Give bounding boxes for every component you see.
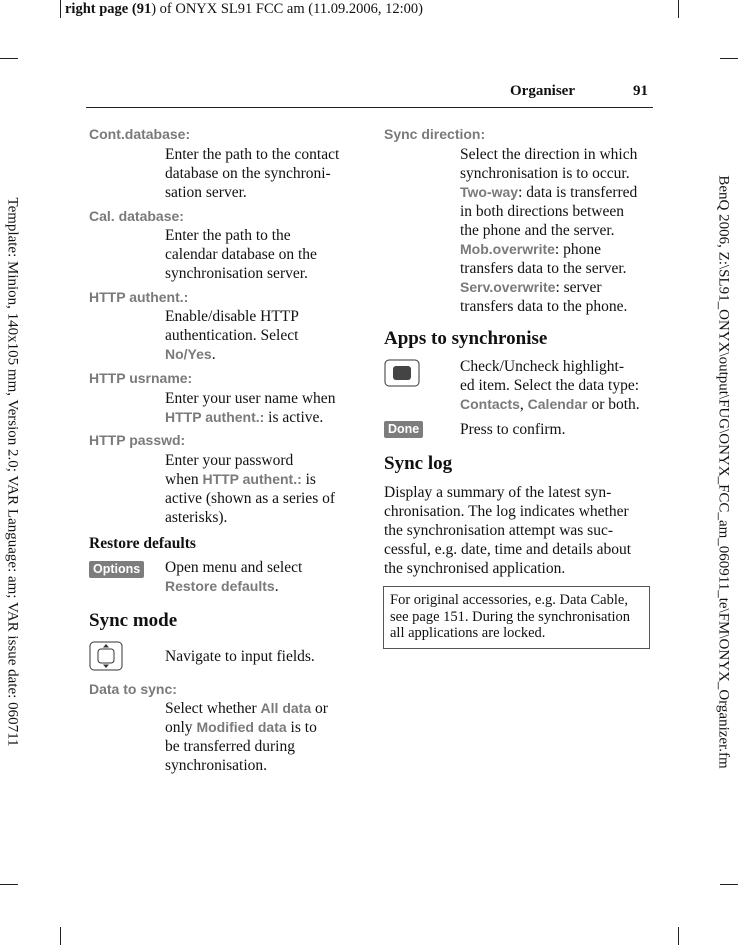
- options-softkey: [89, 560, 141, 578]
- setting-term: Data to sync:: [89, 681, 177, 697]
- setting-description: Enter the path to the contact database on the synchroni- sation server.: [165, 146, 340, 201]
- setting-term: Sync direction:: [384, 126, 486, 142]
- setting-description: Select whether All data or only Modified data is to be transferred during synchronisation.: [165, 700, 328, 774]
- setting-description: Enter the path to the calendar database on the synchronisation server.: [165, 227, 317, 282]
- apps-to-synchronise-heading: Apps to synchronise: [384, 328, 548, 349]
- crop-mark: [720, 884, 738, 885]
- setting-term: HTTP authent.:: [89, 289, 189, 305]
- print-slug: right page (91) of ONYX SL91 FCC am (11.09.2006, 12:00): [65, 1, 423, 17]
- setting-term: HTTP passwd:: [89, 432, 186, 448]
- crop-mark: [678, 0, 679, 18]
- done-softkey-label: Done: [384, 421, 423, 438]
- confirm-description: Press to confirm.: [460, 421, 566, 438]
- crop-mark: [720, 58, 738, 59]
- options-softkey-label: Options: [89, 561, 144, 578]
- crop-mark: [0, 58, 18, 59]
- sync-log-paragraph: Display a summary of the latest syn- chronisation. The log indicates whether the synchronisation attempt was suc- cessful, e.g. date, time and details about the synchronised application.: [384, 484, 632, 577]
- navigation-key-icon: [89, 641, 123, 676]
- crop-mark: [60, 927, 61, 945]
- restore-description: Open menu and select Restore defaults.: [165, 559, 303, 595]
- setting-term: HTTP usrname:: [89, 370, 193, 386]
- center-key-icon: [384, 359, 420, 392]
- setting-description: Enable/disable HTTP authentication. Select No/Yes.: [165, 308, 299, 363]
- sync-mode-heading: Sync mode: [89, 610, 178, 631]
- accessories-note-box: For original accessories, e.g. Data Cable, see page 151. During the synchronisation all applications are locked.: [383, 586, 650, 649]
- done-softkey: [384, 420, 423, 438]
- apps-description: Check/Uncheck highlight- ed item. Select the data type: Contacts, Calendar or both.: [460, 358, 640, 413]
- sync-log-heading: Sync log: [384, 453, 453, 474]
- restore-defaults-heading: Restore defaults: [89, 535, 196, 552]
- section-title: Organiser: [510, 83, 575, 99]
- file-path-side-text: BenQ 2006, Z:\SL91_ONYX\output\FUG\ONYX_FCC_am_060911_te\FM\ONYX_Organizer.fm: [715, 175, 732, 769]
- template-info-side-text: Template: Minion, 140x105 mm, Version 2.0; VAR Language: am; VAR issue date: 060711: [4, 197, 21, 747]
- nav-description: Navigate to input fields.: [165, 648, 315, 665]
- setting-term: Cont.database:: [89, 126, 191, 142]
- setting-description: Enter your password when HTTP authent.: is active (shown as a series of asterisks).: [165, 452, 336, 526]
- crop-mark: [0, 884, 18, 885]
- setting-description: Enter your user name when HTTP authent.: is active.: [165, 390, 336, 426]
- setting-term: Cal. database:: [89, 208, 184, 224]
- setting-description: Select the direction in which synchronisation is to occur. Two-way: data is transferred in both directions between the phone and the server. Mob.overwrite: phone transfers data to the server. Serv.overwrite: server transfers data to the phone.: [460, 146, 638, 315]
- crop-mark: [60, 0, 61, 18]
- header-rule: [86, 107, 653, 108]
- page-number: 91: [633, 83, 648, 99]
- crop-mark: [678, 927, 679, 945]
